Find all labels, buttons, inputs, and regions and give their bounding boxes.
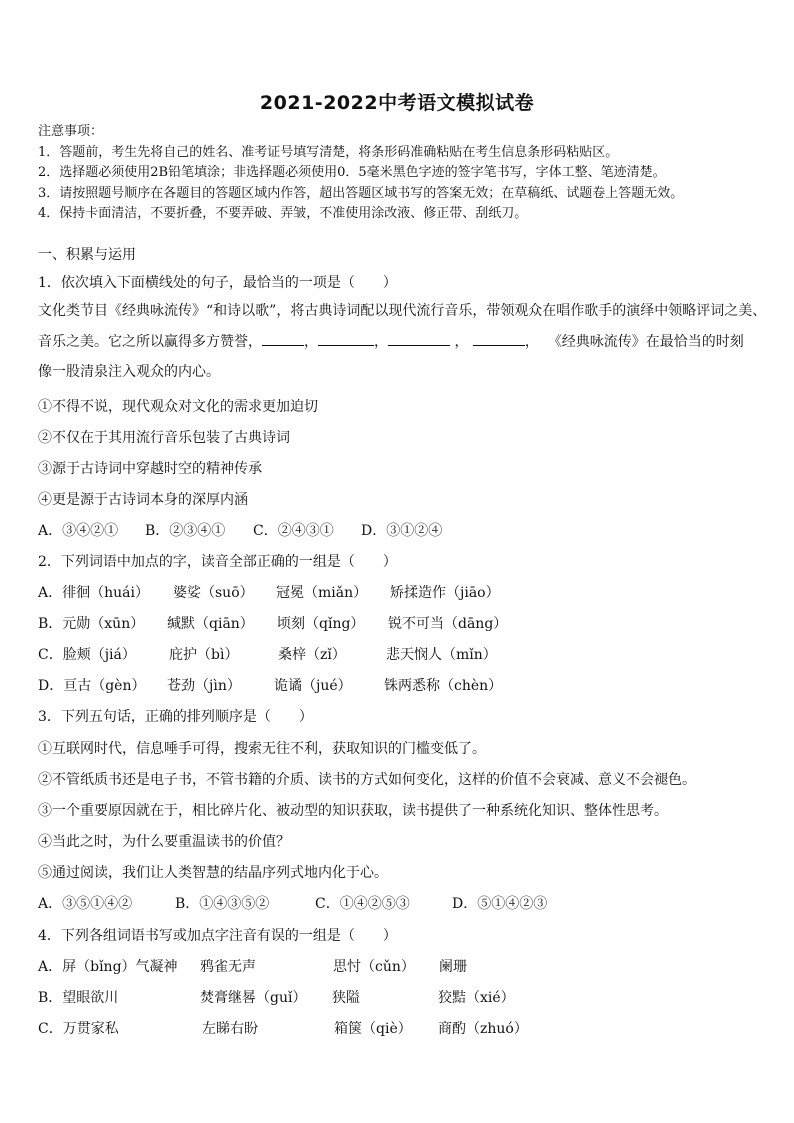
q3-sentence: ④当此之时，为什么要重温读书的价值？ — [38, 834, 290, 850]
q4-word: 狡黠（xié） — [438, 990, 515, 1006]
choice-a[interactable]: A．③⑤①④② — [38, 896, 133, 912]
q2-word: B．元勋（xūn） — [38, 616, 145, 632]
q1-stem: 1．依次填入下面横线处的句子，最恰当的一项是（ ） — [38, 275, 397, 291]
q2-word: 苍劲（jìn） — [167, 678, 241, 694]
q4-word: B．望眼欲川 — [38, 990, 119, 1006]
q1-separator: ， — [374, 333, 388, 350]
q2-word: D．亘古（gèn） — [38, 678, 146, 694]
q2-word: 悲天悯人（mǐn） — [386, 647, 497, 663]
q2-word: 缄默（qiān） — [167, 616, 254, 632]
notice-item: 3．请按照题号顺序在各题目的答题区域内作答，超出答题区域书写的答案无效；在草稿纸、试题卷上答题无效。 — [38, 185, 684, 201]
q4-word: C．万贯家私 — [38, 1021, 119, 1037]
q2-word: 矫揉造作（jiāo） — [390, 585, 500, 601]
fill-blank[interactable] — [473, 331, 525, 346]
q2-word: 铢两悉称（chèn） — [384, 678, 503, 694]
q1-passage-text: 《经典咏流传》在最恰当的时刻 — [547, 333, 744, 350]
q1-option: ②不仅在于其用流行音乐包装了古典诗词 — [38, 430, 290, 446]
choice-d[interactable]: D．⑤①④②③ — [452, 896, 548, 912]
notice-block — [38, 122, 768, 225]
notice-item: 4．保持卡面清洁，不要折叠，不要弄破、弄皱，不准使用涂改液、修正带、刮纸刀。 — [38, 206, 528, 221]
q1-option: ③源于古诗词中穿越时空的精神传承 — [38, 461, 262, 477]
q4-word: 焚膏继晷（guǐ） — [200, 990, 307, 1006]
fill-blank[interactable] — [318, 331, 374, 346]
q1-separator: ， — [524, 333, 539, 350]
choice-b[interactable]: B．②③④① — [145, 523, 226, 539]
q1-passage-line — [38, 327, 760, 358]
q1-passage-line: 像一股清泉注入观众的内心。 — [38, 364, 220, 380]
q1-passage-line: 文化类节目《经典咏流传》“和诗以歌”，将古典诗词配以现代流行音乐，带领观众在唱作歌手的演绎中领略评词之美、 — [38, 303, 767, 319]
choice-c[interactable]: C．①④②⑤③ — [315, 896, 410, 912]
q3-sentence: ⑤通过阅读，我们让人类智慧的结晶序列式地内化于心。 — [38, 865, 388, 881]
q2-word: A．徘徊（huái） — [38, 585, 149, 601]
fill-blank[interactable] — [262, 331, 304, 346]
choice-a[interactable]: A．③④②① — [38, 523, 119, 539]
q1-option: ①不得不说，现代观众对文化的需求更加迫切 — [38, 399, 318, 415]
choice-d[interactable]: D．③①②④ — [361, 523, 443, 539]
q2-word: 冠冕（miǎn） — [276, 585, 368, 601]
q4-stem: 4．下列各组词语书写或加点字注音有误的一组是（ ） — [38, 928, 397, 944]
section-heading: 一、积累与运用 — [38, 247, 136, 263]
q4-word: 左睇右盼 — [202, 1021, 258, 1037]
q4-word: 思忖（cǔn） — [333, 959, 415, 975]
notice-heading: 注意事项： — [38, 124, 104, 139]
q2-word: 庇护（bì） — [169, 647, 239, 663]
q4-word: 狭隘 — [332, 990, 360, 1006]
q2-word: C．脸颊（jiá） — [38, 647, 136, 663]
q2-word: 顷刻（qǐng） — [277, 616, 365, 632]
q3-sentence: ③一个重要原因就在于，相比碎片化、被动型的知识获取，读书提供了一种系统化知识、整体性思考。 — [38, 803, 668, 819]
q4-word: 鸦雀无声 — [200, 959, 256, 975]
q1-passage-text: 音乐之美。它之所以赢得多方赞誉， — [38, 333, 262, 350]
q4-word: 阑珊 — [439, 959, 467, 975]
notice-item: 1．答题前，考生先将自己的姓名、准考证号填写清楚，将条形码准确粘贴在考生信息条形码粘贴区。 — [38, 144, 619, 160]
choice-b[interactable]: B．①④③⑤② — [175, 896, 270, 912]
q3-sentence: ①互联网时代，信息唾手可得，搜索无往不利，获取知识的门槛变低了。 — [38, 741, 486, 757]
q1-separator: ， — [304, 333, 318, 350]
q2-stem: 2．下列词语中加点的字，读音全部正确的一组是（ ） — [38, 554, 397, 570]
page-title: 2021-2022中考语文模拟试卷 — [259, 92, 535, 114]
q1-separator: ， — [454, 333, 469, 350]
q2-word: 桑梓（zǐ） — [278, 647, 346, 663]
q2-word: 诡谲（jué） — [274, 678, 352, 694]
fill-blank[interactable] — [388, 331, 450, 346]
q4-word: 箱箧（qiè） — [334, 1021, 412, 1037]
q3-sentence: ②不管纸质书还是电子书，不管书籍的介质、读书的方式如何变化，这样的价值不会衰减、意义不会褪色。 — [38, 772, 696, 788]
q1-passage — [38, 296, 767, 388]
q4-word: 商酌（zhuó） — [438, 1021, 528, 1037]
q3-stem: 3．下列五句话，正确的排列顺序是（ ） — [38, 709, 313, 725]
q4-word: A．屏（bǐng）气凝神 — [38, 959, 178, 975]
q1-option: ④更是源于古诗词本身的深厚内涵 — [38, 492, 248, 508]
choice-c[interactable]: C．②④③① — [253, 523, 334, 539]
notice-item: 2．选择题必须使用2B铅笔填涂；非选择题必须使用0．5毫米黑色字迹的签字笔书写，字体工整、笔迹清楚。 — [38, 165, 666, 180]
q2-word: 锐不可当（dāng） — [388, 616, 508, 632]
q2-word: 婆娑（suō） — [173, 585, 254, 601]
